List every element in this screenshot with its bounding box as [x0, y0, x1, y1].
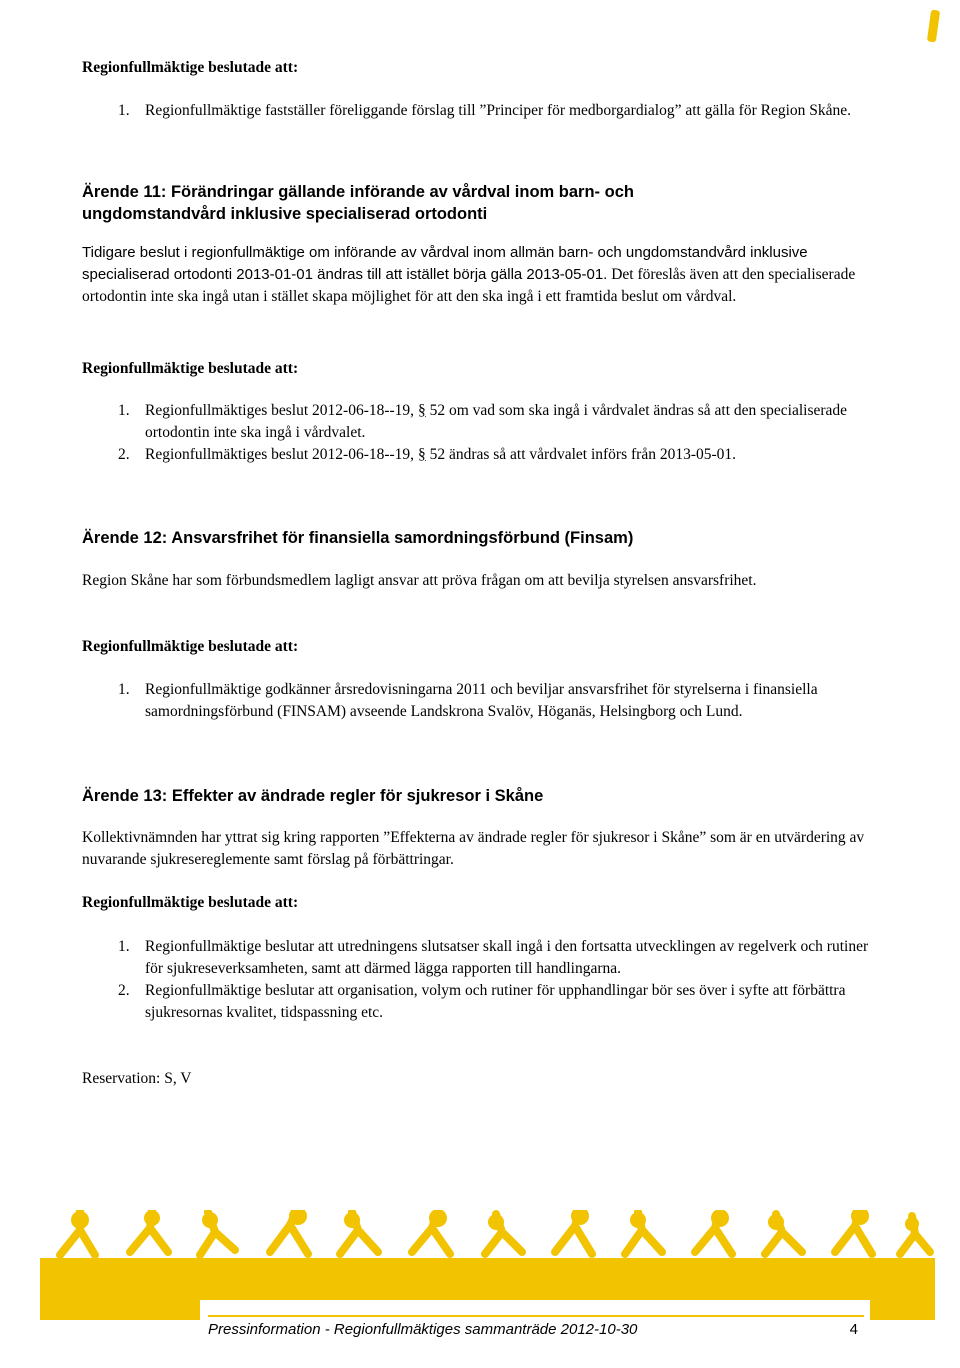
arende-12-decision-list: [82, 679, 872, 723]
decision-label: Regionfullmäktige beslutade att:: [82, 894, 299, 911]
list-item: [82, 936, 872, 980]
body-text-sans: Tidigare beslut i regionfullmäktige om införande av vårdval inom allmän barn- och ungdomstandvård inklusive specialiserad ortodonti 2013-01-01 ändras till att istället börja gälla 2013-05-01.: [82, 244, 808, 283]
list-item: [82, 400, 872, 444]
list-text: Regionfullmäktige fastställer föreliggande förslag till ”Principer för medborgardialog” att gälla för Region Skåne.: [145, 102, 852, 119]
arende-11-decision-list: [82, 400, 872, 466]
list-number: 1.: [118, 938, 130, 955]
list-number: 1.: [118, 402, 130, 419]
list-text-end: 52 om vad som ska ingå i vårdvalet ändras så att den specialiserade ortodontin inte ska ingå i vårdvalet.: [145, 402, 848, 441]
arende-13-decision-list: [82, 936, 872, 1024]
footer-title: Pressinformation - Regionfullmäktiges sammanträde 2012-10-30: [208, 1321, 638, 1338]
list-item: [82, 679, 872, 723]
page-footer: [208, 1315, 864, 1343]
section-body-arende-12: Region Skåne har som förbundsmedlem lagligt ansvar att pröva frågan om att bevilja styrelsen ansvarsfrihet.: [82, 572, 757, 589]
section-body-arende-11: [82, 242, 872, 308]
body-text-serif: Det föreslås även att den specialiserade ortodontin inte ska ingå utan i stället skapa möjlighet för att den ska ingå i ett framtida beslut om vårdval.: [82, 266, 856, 305]
section-body-arende-13: Kollektivnämnden har yttrat sig kring rapporten ”Effekterna av ändrade regler för sjukresor i Skåne” som är en utvärdering av nuvarande sjukresereglemente samt förslag på förbättringar.: [82, 829, 865, 868]
corner-figure-mark: [927, 10, 940, 43]
list-text: Regionfullmäktige godkänner årsredovisningarna 2011 och beviljar ansvarsfrihet för styrelserna i finansiella samordningsförbund (FINSAM) avseende Landskrona Svalöv, Höganäs, Helsingborg och Lund.: [145, 681, 818, 720]
list-text-start: Regionfullmäktiges beslut 2012-06-18--19,: [145, 402, 418, 419]
paragraph-sign: §: [417, 402, 426, 419]
section-heading-arende-12: Ärende 12: Ansvarsfrihet för finansiella samordningsförbund (Finsam): [82, 529, 634, 547]
reservation-note: Reservation: S, V: [82, 1070, 192, 1087]
list-number: 2.: [118, 982, 130, 999]
list-text: Regionfullmäktige beslutar att organisation, volym och rutiner för upphandlingar bör ses över i syfte att förbättra sjukresornas kvalitet, tidspassning etc.: [145, 982, 846, 1021]
list-text-start: Regionfullmäktiges beslut 2012-06-18--19,: [145, 446, 418, 463]
decision-label: Regionfullmäktige beslutade att:: [82, 59, 299, 76]
list-number: 1.: [118, 102, 130, 119]
paragraph-sign: §: [417, 446, 426, 463]
list-text-end: 52 ändras så att vårdvalet införs från 2013-05-01.: [425, 446, 737, 463]
list-text: Regionfullmäktige beslutar att utredningens slutsatser skall ingå i den fortsatta utvecklingen av regelverk och rutiner för sjukreseverksamheten, samt att därmed lägga rapporten till handlingarna.: [145, 938, 869, 977]
intro-decision-list: [82, 100, 872, 122]
list-number: 1.: [118, 681, 130, 698]
list-item: [82, 100, 872, 122]
decision-label: Regionfullmäktige beslutade att:: [82, 360, 299, 377]
section-heading-arende-11: Ärende 11: Förändringar gällande införande av vårdval inom barn- och ungdomstandvård inklusive specialiserad ortodonti: [82, 183, 634, 223]
list-item: [82, 980, 872, 1024]
list-item: [82, 444, 872, 466]
page-number: 4: [849, 1321, 858, 1338]
decision-label: Regionfullmäktige beslutade att:: [82, 638, 299, 655]
section-heading-arende-13: Ärende 13: Effekter av ändrade regler för sjukresor i Skåne: [82, 787, 544, 805]
list-number: 2.: [118, 446, 130, 463]
